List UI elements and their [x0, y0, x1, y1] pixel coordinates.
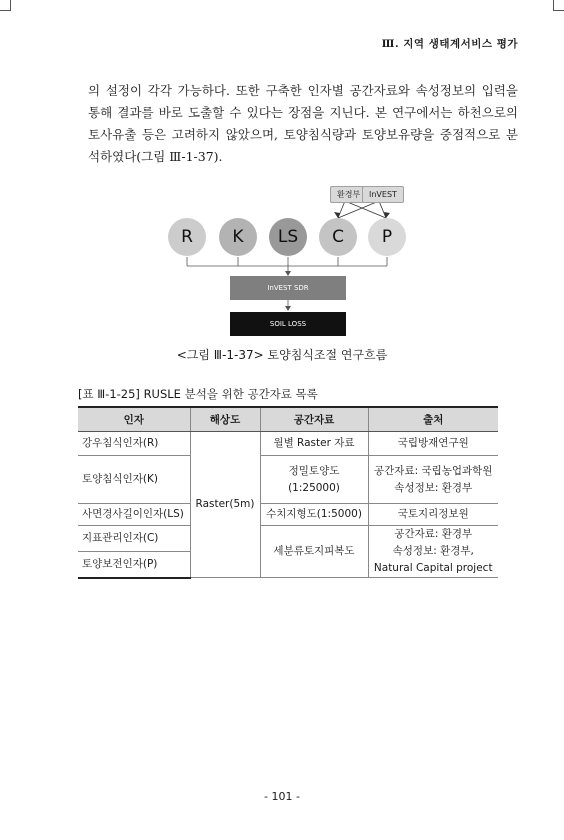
source-line: 공간자료: 환경부 [394, 528, 473, 540]
source-pill-invest: InVEST [362, 186, 404, 203]
source-line: 공간자료: 국립농업과학원 [374, 464, 493, 477]
column-header-source: 출처 [368, 407, 498, 432]
running-header: Ⅲ. 지역 생태계서비스 평가 [381, 38, 518, 50]
spatial-data-cell: 수치지형도(1:5000) [260, 504, 368, 526]
source-pill-ministry: 환경부 [330, 186, 367, 203]
factor-circle-p: P [368, 218, 406, 256]
source-cell: 국토지리정보원 [368, 504, 498, 526]
source-cell [368, 526, 498, 578]
table-row [78, 432, 498, 456]
source-line: 속성정보: 환경부, [392, 545, 474, 557]
table-row [78, 456, 498, 504]
factor-cell: 강우침식인자(R) [78, 432, 190, 456]
soil-loss-box: SOIL LOSS [230, 312, 346, 336]
column-header-spatial-data: 공간자료 [260, 407, 368, 432]
factor-cell: 사면경사길이인자(LS) [78, 504, 190, 526]
source-line: 국립방재연구원 [397, 437, 469, 449]
table-row [78, 504, 498, 526]
resolution-cell: Raster(5m) [190, 432, 260, 578]
invest-sdr-box: InVEST SDR [230, 276, 346, 300]
crop-mark-top-left [0, 0, 11, 11]
source-line: 속성정보: 환경부 [394, 481, 473, 494]
source-line: Natural Capital project [373, 562, 493, 574]
factor-circle-ls: LS [269, 218, 307, 256]
table-row [78, 526, 498, 552]
spatial-data-cell: 세분류토지피복도 [260, 526, 368, 578]
rusle-data-table [78, 406, 498, 579]
source-cell [368, 456, 498, 504]
page-number: - 101 - [264, 790, 300, 803]
factor-cell: 토양침식인자(K) [78, 456, 190, 504]
body-paragraph: 의 설정이 각각 가능하다. 또한 구축한 인자별 공간자료와 속성정보의 입력을 통해 결과를 바로 도출할 수 있다는 장점을 지닌다. 본 연구에서는 하천으로의 토사유출 등은 고려하지 않았으며, 토양침식량과 토양보유량을 중점적으로 분석하였다(그림 Ⅲ-1-37). [88, 83, 518, 164]
table-caption: [표 Ⅲ-1-25] RUSLE 분석을 위한 공간자료 목록 [78, 387, 318, 401]
source-cell [368, 432, 498, 456]
factor-cell: 지표관리인자(C) [78, 526, 190, 552]
factor-circle-r: R [168, 218, 206, 256]
factor-circle-c: C [319, 218, 357, 256]
research-flow-figure [0, 180, 564, 370]
spatial-data-cell: 정밀토양도(1:25000) [260, 456, 368, 504]
crop-mark-top-right [553, 0, 564, 11]
factor-cell: 토양보전인자(P) [78, 552, 190, 578]
column-header-factor: 인자 [78, 407, 190, 432]
column-header-resolution: 해상도 [190, 407, 260, 432]
factor-circle-k: K [219, 218, 257, 256]
spatial-data-cell: 월별 Raster 자료 [260, 432, 368, 456]
table-header-row [78, 407, 498, 432]
figure-caption: <그림 Ⅲ-1-37> 토양침식조절 연구흐름 [176, 348, 388, 362]
